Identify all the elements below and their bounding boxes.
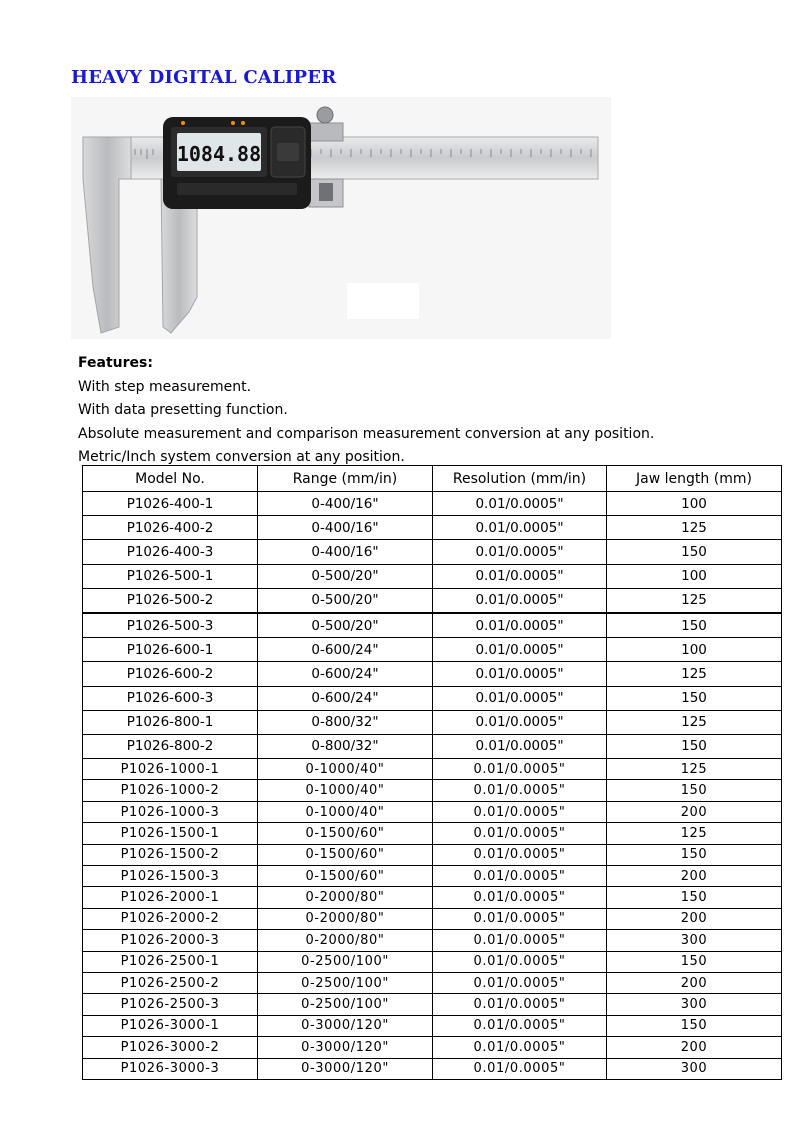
cell-range: 0-400/16" xyxy=(258,492,433,516)
cell-range: 0-2500/100" xyxy=(258,994,433,1015)
cell-resolution: 0.01/0.0005" xyxy=(433,759,607,780)
features-heading: Features: xyxy=(78,355,153,371)
cell-jaw-length: 150 xyxy=(607,540,782,564)
table-row xyxy=(83,801,782,822)
table-row xyxy=(83,492,782,516)
cell-model: P1026-600-2 xyxy=(83,662,258,686)
cell-range: 0-2000/80" xyxy=(258,887,433,908)
table-row xyxy=(83,638,782,662)
table-row xyxy=(83,951,782,972)
cell-model: P1026-600-1 xyxy=(83,638,258,662)
table-row xyxy=(83,734,782,758)
cell-range: 0-1500/60" xyxy=(258,844,433,865)
cell-model: P1026-3000-3 xyxy=(83,1058,258,1079)
cell-model: P1026-1500-1 xyxy=(83,823,258,844)
cell-jaw-length: 150 xyxy=(607,1015,782,1036)
cell-jaw-length: 300 xyxy=(607,930,782,951)
cell-jaw-length: 300 xyxy=(607,994,782,1015)
cell-range: 0-400/16" xyxy=(258,540,433,564)
cell-resolution: 0.01/0.0005" xyxy=(433,780,607,801)
cell-resolution: 0.01/0.0005" xyxy=(433,951,607,972)
cell-jaw-length: 200 xyxy=(607,972,782,993)
cell-range: 0-1000/40" xyxy=(258,801,433,822)
cell-model: P1026-400-3 xyxy=(83,540,258,564)
table-row xyxy=(83,972,782,993)
page-title: HEAVY DIGITAL CALIPER xyxy=(71,67,337,88)
cell-range: 0-400/16" xyxy=(258,516,433,540)
table-header-row xyxy=(83,466,782,492)
cell-jaw-length: 200 xyxy=(607,801,782,822)
cell-jaw-length: 150 xyxy=(607,951,782,972)
cell-jaw-length: 300 xyxy=(607,1058,782,1079)
cell-model: P1026-3000-2 xyxy=(83,1037,258,1058)
cell-resolution: 0.01/0.0005" xyxy=(433,866,607,887)
cell-resolution: 0.01/0.0005" xyxy=(433,516,607,540)
table-row xyxy=(83,759,782,780)
cell-range: 0-500/20" xyxy=(258,613,433,638)
header-resolution: Resolution (mm/in) xyxy=(433,466,607,492)
cell-range: 0-1500/60" xyxy=(258,866,433,887)
cell-model: P1026-1500-3 xyxy=(83,866,258,887)
table-body xyxy=(83,492,782,1080)
cell-jaw-length: 150 xyxy=(607,887,782,908)
cell-model: P1026-2500-1 xyxy=(83,951,258,972)
caliper-photo xyxy=(71,97,611,339)
table-row xyxy=(83,662,782,686)
feature-item: Absolute measurement and comparison measurement conversion at any position. xyxy=(78,425,655,442)
cell-model: P1026-1000-3 xyxy=(83,801,258,822)
cell-range: 0-1000/40" xyxy=(258,759,433,780)
cell-resolution: 0.01/0.0005" xyxy=(433,1037,607,1058)
feature-item: Metric/Inch system conversion at any position. xyxy=(78,449,405,465)
spec-table xyxy=(82,465,782,1080)
cell-resolution: 0.01/0.0005" xyxy=(433,823,607,844)
table-row xyxy=(83,994,782,1015)
cell-model: P1026-800-2 xyxy=(83,734,258,758)
table-row xyxy=(83,844,782,865)
cell-range: 0-800/32" xyxy=(258,734,433,758)
cell-jaw-length: 100 xyxy=(607,492,782,516)
cell-range: 0-500/20" xyxy=(258,564,433,588)
cell-jaw-length: 200 xyxy=(607,866,782,887)
cell-range: 0-2000/80" xyxy=(258,908,433,929)
cell-range: 0-3000/120" xyxy=(258,1058,433,1079)
cell-resolution: 0.01/0.0005" xyxy=(433,908,607,929)
cell-resolution: 0.01/0.0005" xyxy=(433,638,607,662)
table-row xyxy=(83,613,782,638)
cell-jaw-length: 125 xyxy=(607,710,782,734)
cell-range: 0-600/24" xyxy=(258,662,433,686)
cell-range: 0-3000/120" xyxy=(258,1037,433,1058)
features-section xyxy=(78,352,654,470)
table-row xyxy=(83,1037,782,1058)
table-row xyxy=(83,710,782,734)
cell-model: P1026-2000-3 xyxy=(83,930,258,951)
cell-jaw-length: 100 xyxy=(607,564,782,588)
cell-resolution: 0.01/0.0005" xyxy=(433,844,607,865)
cell-resolution: 0.01/0.0005" xyxy=(433,972,607,993)
table-row xyxy=(83,908,782,929)
header-jaw-length: Jaw length (mm) xyxy=(607,466,782,492)
cell-model: P1026-1500-2 xyxy=(83,844,258,865)
cell-model: P1026-3000-1 xyxy=(83,1015,258,1036)
cell-model: P1026-2500-2 xyxy=(83,972,258,993)
cell-jaw-length: 150 xyxy=(607,734,782,758)
cell-model: P1026-800-1 xyxy=(83,710,258,734)
cell-model: P1026-500-3 xyxy=(83,613,258,638)
cell-jaw-length: 200 xyxy=(607,908,782,929)
cell-model: P1026-1000-1 xyxy=(83,759,258,780)
table-row xyxy=(83,930,782,951)
cell-resolution: 0.01/0.0005" xyxy=(433,801,607,822)
cell-jaw-length: 150 xyxy=(607,686,782,710)
feature-item: With data presetting function. xyxy=(78,402,288,418)
cell-model: P1026-600-3 xyxy=(83,686,258,710)
lcd-reading: 1084.88 xyxy=(176,142,262,166)
cell-resolution: 0.01/0.0005" xyxy=(433,930,607,951)
cell-resolution: 0.01/0.0005" xyxy=(433,686,607,710)
cell-resolution: 0.01/0.0005" xyxy=(433,1058,607,1079)
cell-model: P1026-2000-2 xyxy=(83,908,258,929)
cell-range: 0-1000/40" xyxy=(258,780,433,801)
table-row xyxy=(83,866,782,887)
cell-range: 0-1500/60" xyxy=(258,823,433,844)
table-row xyxy=(83,588,782,613)
cell-resolution: 0.01/0.0005" xyxy=(433,588,607,613)
cell-resolution: 0.01/0.0005" xyxy=(433,662,607,686)
cell-range: 0-3000/120" xyxy=(258,1015,433,1036)
cell-model: P1026-1000-2 xyxy=(83,780,258,801)
table-row xyxy=(83,1015,782,1036)
cell-jaw-length: 125 xyxy=(607,516,782,540)
cell-range: 0-600/24" xyxy=(258,686,433,710)
cell-resolution: 0.01/0.0005" xyxy=(433,1015,607,1036)
cell-jaw-length: 125 xyxy=(607,823,782,844)
header-model: Model No. xyxy=(83,466,258,492)
cell-range: 0-600/24" xyxy=(258,638,433,662)
feature-item: With step measurement. xyxy=(78,378,252,395)
table-row xyxy=(83,516,782,540)
cell-resolution: 0.01/0.0005" xyxy=(433,710,607,734)
cell-jaw-length: 200 xyxy=(607,1037,782,1058)
cell-jaw-length: 150 xyxy=(607,844,782,865)
cell-resolution: 0.01/0.0005" xyxy=(433,540,607,564)
table-row xyxy=(83,780,782,801)
cell-resolution: 0.01/0.0005" xyxy=(433,492,607,516)
cell-jaw-length: 125 xyxy=(607,588,782,613)
cell-jaw-length: 125 xyxy=(607,759,782,780)
table-row xyxy=(83,540,782,564)
cell-jaw-length: 150 xyxy=(607,780,782,801)
cell-model: P1026-2500-3 xyxy=(83,994,258,1015)
cell-jaw-length: 125 xyxy=(607,662,782,686)
cell-range: 0-2000/80" xyxy=(258,930,433,951)
cell-model: P1026-400-2 xyxy=(83,516,258,540)
cell-jaw-length: 100 xyxy=(607,638,782,662)
table-row xyxy=(83,887,782,908)
cell-model: P1026-500-1 xyxy=(83,564,258,588)
cell-range: 0-2500/100" xyxy=(258,972,433,993)
cell-resolution: 0.01/0.0005" xyxy=(433,734,607,758)
cell-resolution: 0.01/0.0005" xyxy=(433,613,607,638)
table-row xyxy=(83,823,782,844)
cell-range: 0-800/32" xyxy=(258,710,433,734)
cell-model: P1026-400-1 xyxy=(83,492,258,516)
cell-resolution: 0.01/0.0005" xyxy=(433,994,607,1015)
table-row xyxy=(83,564,782,588)
cell-resolution: 0.01/0.0005" xyxy=(433,564,607,588)
header-range: Range (mm/in) xyxy=(258,466,433,492)
cell-model: P1026-500-2 xyxy=(83,588,258,613)
cell-range: 0-2500/100" xyxy=(258,951,433,972)
cell-model: P1026-2000-1 xyxy=(83,887,258,908)
table-row xyxy=(83,686,782,710)
cell-range: 0-500/20" xyxy=(258,588,433,613)
table-row xyxy=(83,1058,782,1079)
cell-resolution: 0.01/0.0005" xyxy=(433,887,607,908)
cell-jaw-length: 150 xyxy=(607,613,782,638)
